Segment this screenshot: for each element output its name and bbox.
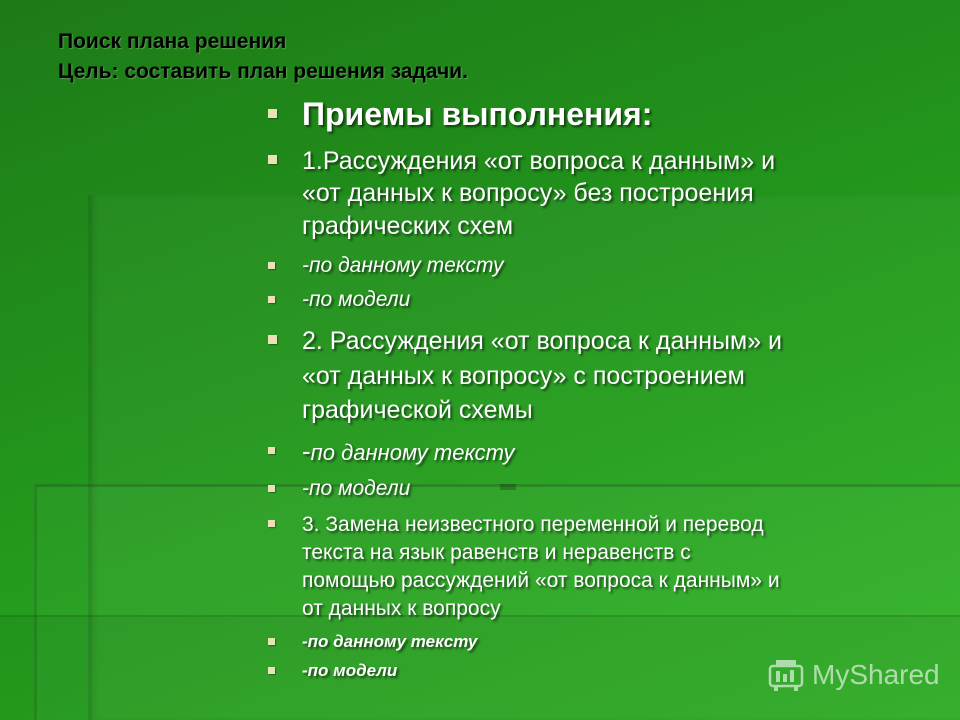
- item-2-line-2: «от данных к вопросу» с построением: [302, 362, 745, 390]
- item-1-line-3: графических схем: [302, 212, 514, 240]
- bullet-icon: [268, 296, 275, 303]
- myshared-logo-icon: [768, 658, 804, 692]
- sub-item-label: по данному тексту: [310, 440, 515, 465]
- sub-item-text: -по модели: [302, 477, 411, 500]
- background-accent: [500, 484, 516, 490]
- sub-item-text: -по модели: [302, 288, 411, 311]
- heading-text: Приемы выполнения:: [302, 96, 653, 132]
- sub-item-text: -по модели: [302, 661, 398, 680]
- sub-item-text: -по данному тексту: [302, 254, 504, 277]
- item-1-line-2: «от данных к вопросу» без построения: [302, 179, 754, 207]
- item-2-line-1: 2. Рассуждения «от вопроса к данным» и: [302, 327, 783, 355]
- bullet-icon: [268, 638, 275, 645]
- watermark-text: MyShared: [812, 659, 940, 690]
- bullet-icon: [268, 667, 275, 674]
- slide-title: Поиск плана решения: [58, 30, 287, 53]
- bullet-icon: [268, 447, 275, 454]
- bullet-icon: [268, 262, 275, 269]
- sub-item-text: -по данному тексту: [302, 632, 478, 651]
- bullet-icon: [268, 485, 275, 492]
- item-3-line-4: от данных к вопросу: [302, 597, 501, 620]
- item-2-line-3: графической схемы: [302, 396, 533, 424]
- item-3-line-1: 3. Замена неизвестного переменной и перевод: [302, 513, 764, 536]
- bullet-icon: [268, 335, 277, 344]
- item-1-line-1: 1.Рассуждения «от вопроса к данным» и: [302, 147, 776, 175]
- item-3-line-2: текста на язык равенств и неравенств с: [302, 541, 691, 564]
- watermark: [768, 655, 940, 695]
- dash: -: [302, 436, 311, 466]
- bullet-icon: [268, 109, 277, 118]
- slide-subtitle: Цель: составить план решения задачи.: [58, 60, 468, 83]
- bullet-icon: [268, 520, 275, 527]
- bullet-icon: [268, 155, 277, 164]
- item-3-line-3: помощью рассуждений «от вопроса к данным» и: [302, 569, 780, 592]
- sub-item-text: [302, 437, 514, 467]
